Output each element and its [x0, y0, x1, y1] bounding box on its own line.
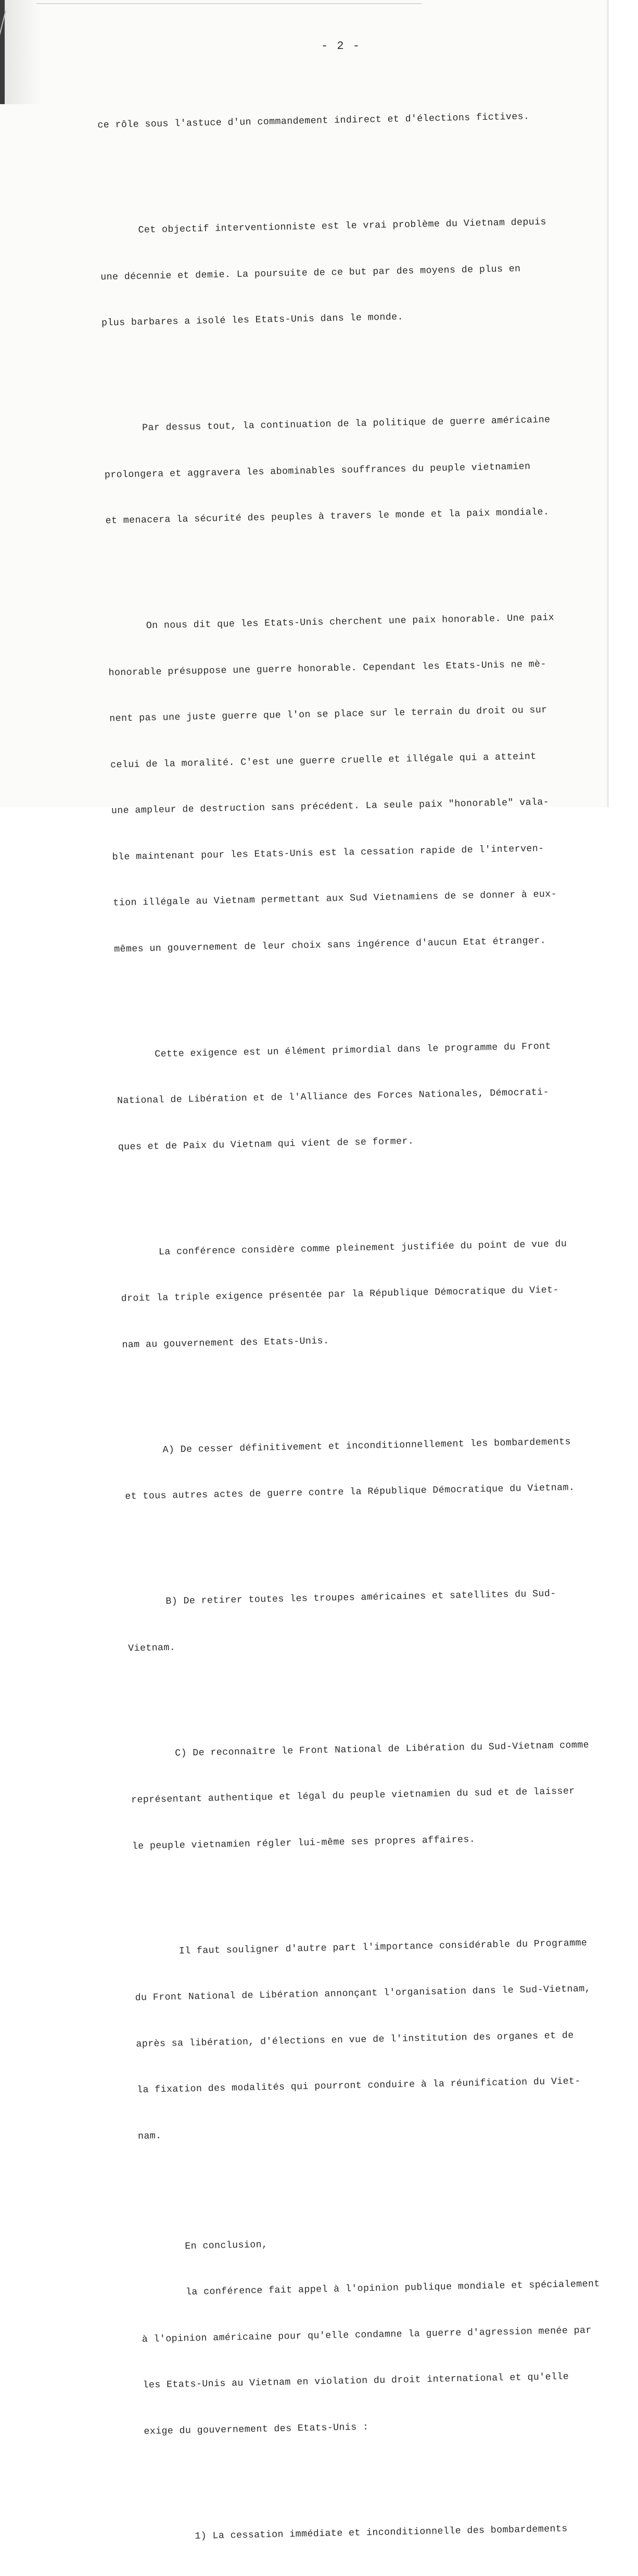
page-number: - 2 -	[321, 40, 361, 53]
body-line: nam.	[137, 2130, 162, 2142]
body-line: et tous autres actes de guerre contre la République Démocratique du Vietnam.	[125, 1482, 575, 1502]
body-line: plus barbares a isolé les Etats-Unis dans le monde.	[101, 312, 404, 329]
body-line: ques et de Paix du Vietnam qui vient de se former.	[118, 1136, 414, 1153]
paragraph-gap	[119, 1176, 610, 1200]
body-line: représentant authentique et légal du peuple vietnamien du sud et de laisser	[131, 1786, 575, 1806]
paragraph-gap	[129, 1677, 620, 1701]
body-line: et menacera la sécurité des peuples à travers le monde et la paix mondiale.	[105, 507, 550, 526]
body-line: C) De reconnaître le Front National de Libération du Sud-Vietnam comme	[175, 1740, 590, 1759]
body-line: mêmes un gouvernement de leur choix sans ingérence d'aucun Etat étranger.	[114, 935, 546, 955]
paragraph-gap	[103, 352, 594, 375]
body-line: une ampleur de destruction sans précédent. La seule paix "honorable" vala-	[111, 797, 550, 816]
body-line: A) De cesser définitivement et inconditionnellement les bombardements	[162, 1436, 571, 1455]
body-line: Par dessus tout, la continuation de la politique de guerre américaine	[142, 414, 551, 434]
body-line: nam au gouvernement des Etats-Unis.	[122, 1336, 329, 1351]
body-line: la conférence fait appel à l'opinion publique mondiale et spécialement	[185, 2279, 600, 2298]
body-line: droit la triple exigence présentée par la République Démocratique du Viet-	[121, 1285, 559, 1304]
body-line: B) De retirer toutes les troupes américaines et satellites du Sud-	[165, 1588, 556, 1607]
body-line: 1) La cessation immédiate et inconditionnelle des bombardements	[195, 2523, 568, 2542]
body-line: Il faut souligner d'autre part l'importance considérable du Programme	[178, 1938, 588, 1957]
paragraph-gap	[126, 1526, 617, 1549]
body-line: nent pas une juste guerre que l'on se place sur le terrain du droit ou sur	[109, 705, 547, 724]
body-line: ce rôle sous l'astuce d'un commandement indirect et d'élections fictives.	[97, 111, 530, 131]
body-line: Cet objectif interventionniste est le vrai problème du Vietnam depuis	[138, 217, 547, 236]
paragraph-gap	[145, 2460, 636, 2484]
body-line: celui de la moralité. C'est une guerre cruelle et illégale qui a atteint	[110, 751, 537, 771]
scan-top-edge	[36, 3, 422, 4]
paragraph-gap	[106, 550, 597, 573]
paragraph-gap	[123, 1374, 614, 1398]
body-line: à l'opinion américaine pour qu'elle condamne la guerre d'agression menée par	[142, 2325, 592, 2345]
body-line: La conférence considère comme pleinement justifiée du point de vue du	[158, 1238, 567, 1258]
body-line: la fixation des modalités qui pourront conduire à la réunification du Viet-	[137, 2076, 581, 2096]
body-line: National de Libération et de l'Alliance des Forces Nationales, Démocrati-	[117, 1087, 550, 1107]
paragraph-gap	[98, 155, 590, 178]
paragraph-gap	[133, 1875, 624, 1899]
body-line: tion illégale au Vietnam permettant aux Sud Vietnamiens de se donner à eux-	[113, 889, 557, 909]
body-line: après sa libération, d'élections en vue de l'institution des organes et de	[136, 2030, 574, 2050]
body-line: les Etats-Unis au Vietnam en violation du droit international et qu'elle	[143, 2371, 569, 2391]
body-line: Vietnam.	[127, 1642, 176, 1654]
scan-right-edge	[607, 0, 609, 807]
body-line: honorable présuppose une guerre honorable. Cependant les Etats-Unis ne mè-	[108, 659, 547, 678]
body-line: Cette exigence est un élément primordial dans le programme du Front	[155, 1041, 552, 1060]
body-line: prolongera et aggravera les abominables souffrances du peuple vietnamien	[104, 461, 531, 481]
body-line: On nous dit que les Etats-Unis cherchent une paix honorable. Une paix	[146, 612, 555, 632]
body-line: du Front National de Libération annonçant l'organisation dans le Sud-Vietnam,	[135, 1983, 591, 2004]
body-line: le peuple vietnamien régler lui-même ses propres affaires.	[132, 1834, 476, 1852]
body-line: une décennie et demie. La poursuite de ce but par des moyens de plus en	[100, 263, 521, 283]
body-line: En conclusion,	[185, 2239, 268, 2252]
body-line: ble maintenant pour les Etats-Unis est la cessation rapide de l'interven-	[112, 843, 544, 863]
paragraph-gap	[138, 2165, 630, 2194]
document-body	[97, 78, 638, 2576]
body-line: exige du gouvernement des Etats-Unis :	[144, 2421, 369, 2437]
paragraph-gap	[115, 978, 606, 1002]
scan-edge-shadow	[5, 0, 41, 104]
